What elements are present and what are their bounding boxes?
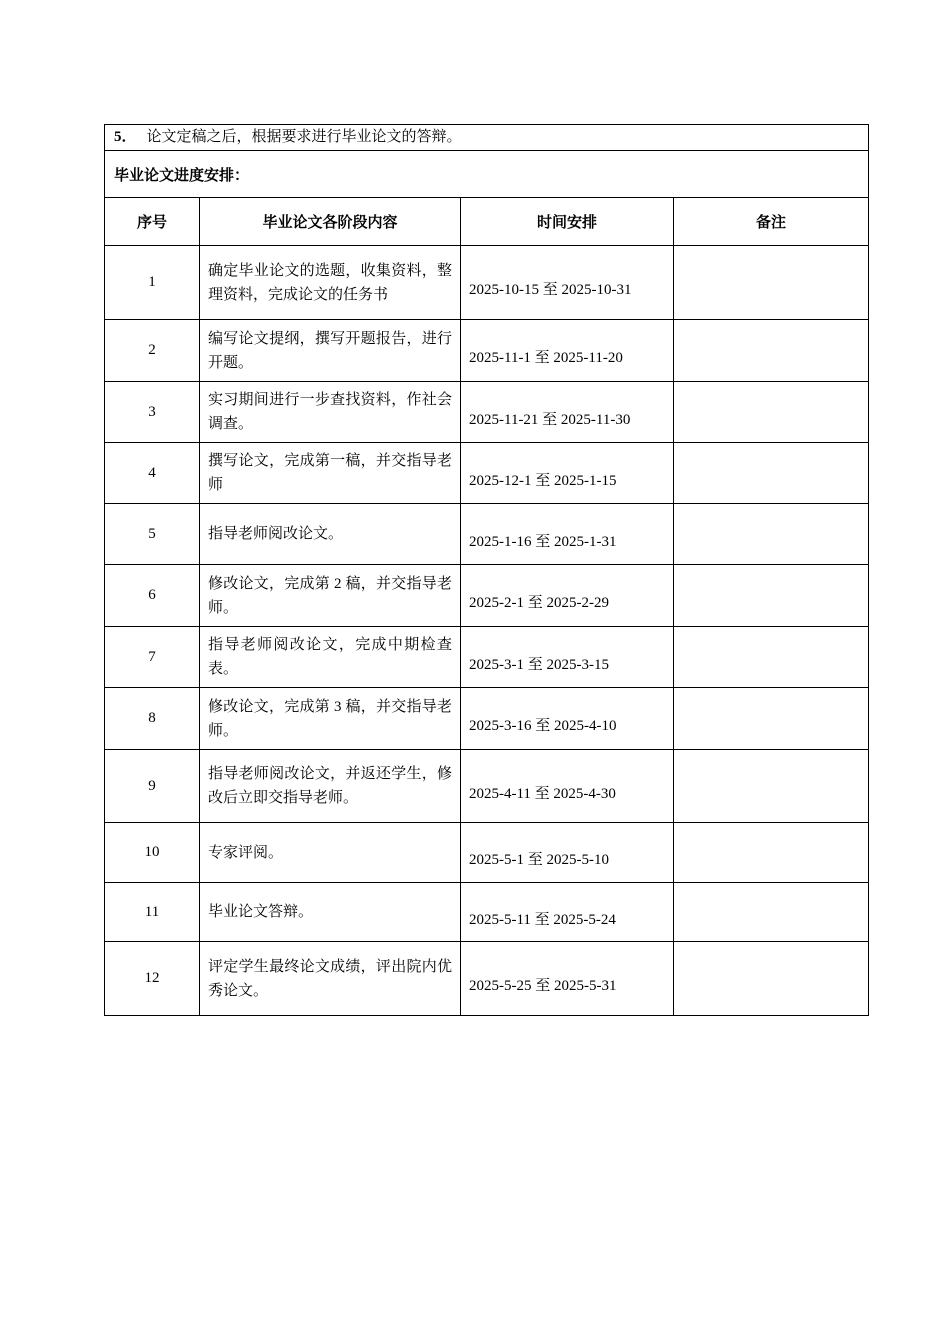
col-header-note: 备注 — [674, 198, 869, 246]
row-time-text: 2025-4-11 至 2025-4-30 — [469, 785, 616, 802]
row-content-text: 毕业论文答辩。 — [208, 904, 314, 920]
row-note — [674, 750, 869, 823]
row-content — [200, 883, 461, 942]
row-note — [674, 688, 869, 750]
row-seq: 4 — [105, 443, 200, 504]
section-title-row — [105, 151, 869, 198]
row-seq: 2 — [105, 320, 200, 382]
row-content — [200, 246, 461, 320]
row-content — [200, 688, 461, 750]
row-content — [200, 565, 461, 627]
row-content — [200, 942, 461, 1016]
table-row — [105, 246, 869, 320]
col-header-time: 时间安排 — [461, 198, 674, 246]
row-note — [674, 443, 869, 504]
row-time-text: 2025-5-25 至 2025-5-31 — [469, 978, 617, 994]
table-row — [105, 750, 869, 823]
intro-row — [105, 125, 869, 151]
row-note — [674, 320, 869, 382]
row-time-text: 2025-1-16 至 2025-1-31 — [469, 533, 617, 550]
row-seq: 5 — [105, 504, 200, 565]
row-content — [200, 382, 461, 443]
section-title: 毕业论文进度安排： — [105, 151, 869, 198]
table-row — [105, 688, 869, 750]
col-header-content: 毕业论文各阶段内容 — [200, 198, 461, 246]
row-content-text: 评定学生最终论文成绩，评出院内优秀论文。 — [208, 958, 452, 999]
row-time-text: 2025-12-1 至 2025-1-15 — [469, 472, 617, 489]
row-content-text: 确定毕业论文的选题，收集资料，整理资料，完成论文的任务书 — [208, 262, 452, 303]
row-time — [461, 688, 674, 750]
row-seq: 7 — [105, 627, 200, 688]
row-time-text: 2025-2-1 至 2025-2-29 — [469, 595, 609, 611]
row-note — [674, 382, 869, 443]
intro-cell — [105, 125, 869, 151]
row-time — [461, 883, 674, 942]
row-time-text: 2025-10-15 至 2025-10-31 — [469, 282, 632, 298]
row-note — [674, 246, 869, 320]
row-content-text: 指导老师阅改论文。 — [208, 526, 344, 542]
row-time-text: 2025-3-1 至 2025-3-15 — [469, 656, 609, 673]
row-time — [461, 320, 674, 382]
row-content-text: 指导老师阅改论文，并返还学生，修改后立即交指导老师。 — [208, 766, 452, 806]
row-seq: 3 — [105, 382, 200, 443]
row-note — [674, 565, 869, 627]
row-time — [461, 443, 674, 504]
row-time — [461, 382, 674, 443]
row-time — [461, 823, 674, 883]
row-time-text: 2025-5-11 至 2025-5-24 — [469, 911, 616, 928]
row-content-text: 指导老师阅改论文，完成中期检查表。 — [208, 637, 452, 677]
table-row — [105, 443, 869, 504]
intro-number: 5． — [114, 129, 137, 145]
row-note — [674, 823, 869, 883]
header-row — [105, 198, 869, 246]
row-time-text: 2025-3-16 至 2025-4-10 — [469, 718, 617, 734]
row-seq: 8 — [105, 688, 200, 750]
table-row — [105, 627, 869, 688]
row-time — [461, 246, 674, 320]
row-seq: 11 — [105, 883, 200, 942]
row-note — [674, 504, 869, 565]
row-content — [200, 443, 461, 504]
table-row — [105, 504, 869, 565]
row-content-text: 撰写论文，完成第一稿，并交指导老师 — [208, 453, 452, 493]
row-note — [674, 883, 869, 942]
row-time — [461, 504, 674, 565]
row-content-text: 修改论文，完成第 3 稿，并交指导老师。 — [208, 698, 452, 739]
row-content — [200, 504, 461, 565]
row-content — [200, 750, 461, 823]
table-row — [105, 565, 869, 627]
table-row — [105, 382, 869, 443]
row-time-text: 2025-11-21 至 2025-11-30 — [469, 411, 631, 428]
row-seq: 12 — [105, 942, 200, 1016]
row-time — [461, 627, 674, 688]
col-header-seq: 序号 — [105, 198, 200, 246]
row-content-text: 编写论文提纲，撰写开题报告，进行开题。 — [208, 330, 452, 371]
row-time — [461, 942, 674, 1016]
table-row — [105, 320, 869, 382]
intro-text: 论文定稿之后，根据要求进行毕业论文的答辩。 — [146, 129, 462, 145]
row-content — [200, 320, 461, 382]
row-content-text: 专家评阅。 — [208, 844, 284, 861]
schedule-table — [104, 124, 869, 1016]
row-time-text: 2025-11-1 至 2025-11-20 — [469, 350, 623, 366]
row-content — [200, 627, 461, 688]
row-time — [461, 565, 674, 627]
row-content-text: 实习期间进行一步查找资料，作社会调查。 — [208, 392, 452, 432]
row-note — [674, 627, 869, 688]
table-row — [105, 823, 869, 883]
row-seq: 1 — [105, 246, 200, 320]
row-note — [674, 942, 869, 1016]
row-seq: 9 — [105, 750, 200, 823]
row-content — [200, 823, 461, 883]
table-row — [105, 883, 869, 942]
row-time — [461, 750, 674, 823]
row-seq: 10 — [105, 823, 200, 883]
row-content-text: 修改论文，完成第 2 稿，并交指导老师。 — [208, 575, 452, 616]
row-seq: 6 — [105, 565, 200, 627]
row-time-text: 2025-5-1 至 2025-5-10 — [469, 852, 609, 868]
table-row — [105, 942, 869, 1016]
